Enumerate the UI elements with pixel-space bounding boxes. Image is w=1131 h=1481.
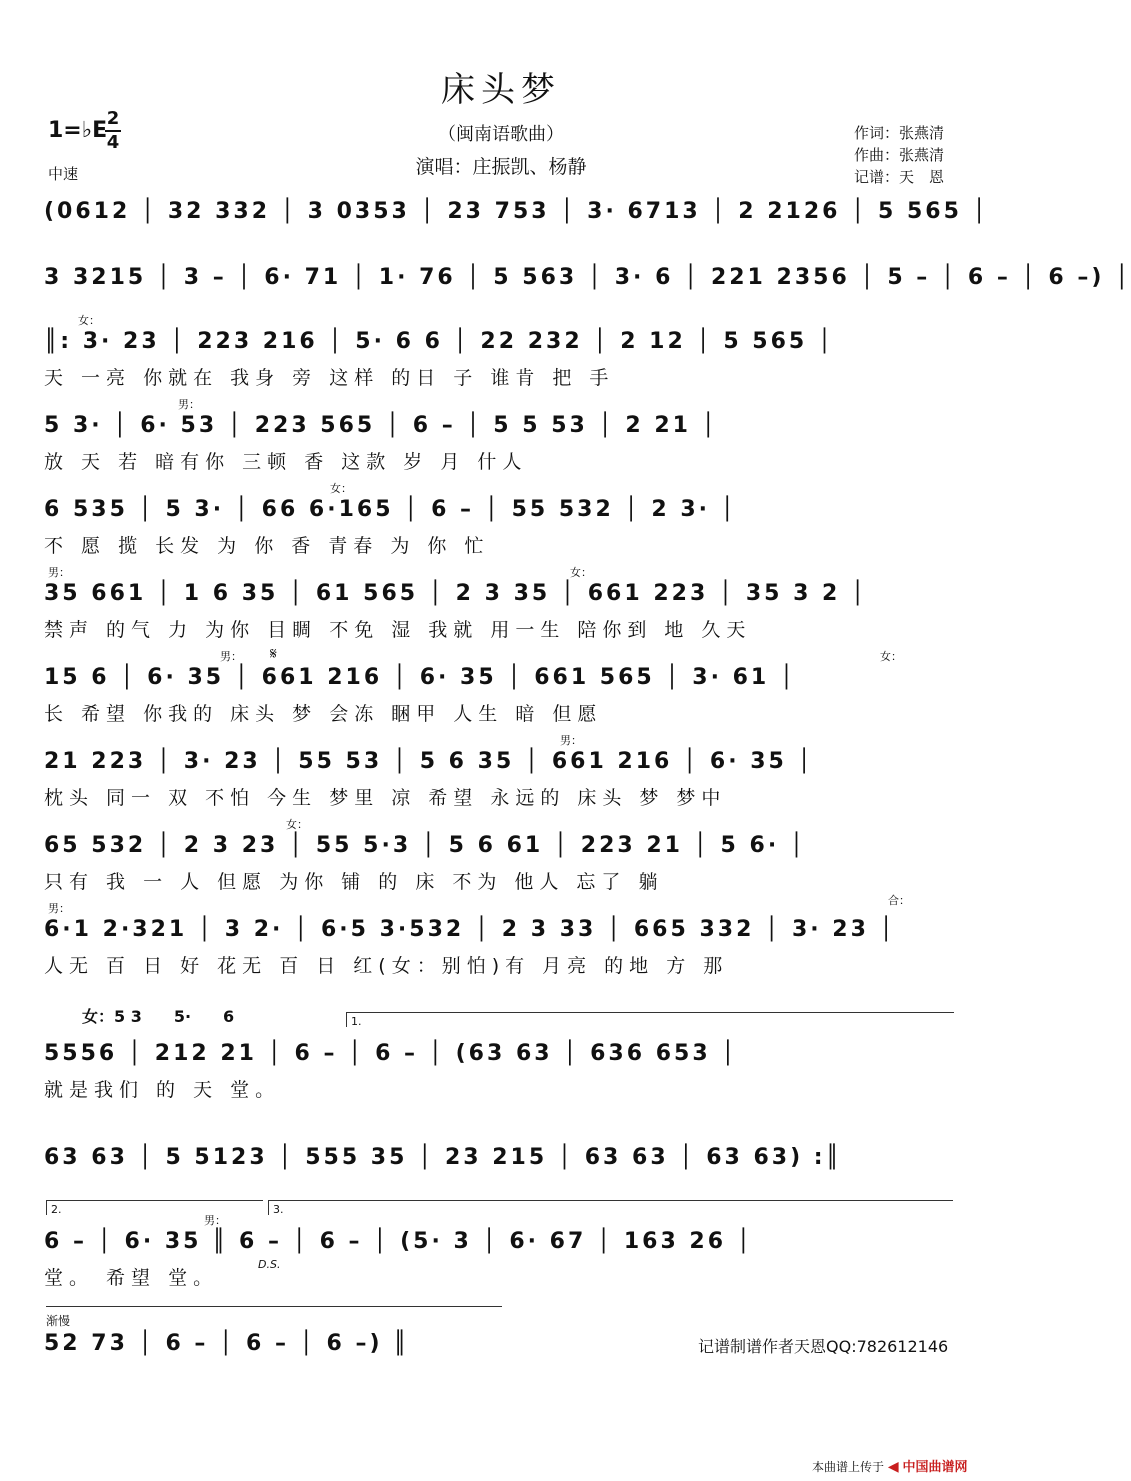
- lyrics-line: 就是我们 的 天 堂。: [44, 1079, 281, 1101]
- lyrics-line: 不 愿 揽 长发 为 你 香 青春 为 你 忙: [44, 535, 490, 557]
- first-ending-line: [346, 1012, 954, 1013]
- singers-credit: 演唱：庄振凯、杨静: [415, 156, 587, 178]
- notation-line: 5556 │ 212 21 │ 6 – │ 6 – │ (63 63 │ 636 653 │: [44, 1041, 738, 1066]
- male-part-tag: 男：: [48, 566, 70, 579]
- segno-sign: 𝄋: [270, 644, 277, 663]
- ritardando-line: [46, 1306, 502, 1307]
- female-part-tag: 女：: [880, 650, 902, 663]
- lyrics-line: 禁声 的气 力 为你 目睭 不免 湿 我就 用一生 陪你到 地 久天: [44, 619, 752, 641]
- lyrics-line: 长 希望 你我的 床头 梦 会冻 睏甲 人生 暗 但愿: [44, 703, 603, 725]
- chorus-part-tag: 合：: [888, 894, 910, 907]
- lyrics-line: 只有 我 一 人 但愿 为你 铺 的 床 不为 他人 忘了 躺: [44, 871, 664, 893]
- third-ending-bracket: [268, 1200, 953, 1215]
- female-part-tag: 女：: [78, 314, 100, 327]
- notation-line: 65 532 │ 2 3 23 │ 55 5·3 │ 5 6 61 │ 223 21 │ 5 6· │: [44, 833, 807, 858]
- male-part-tag: 男：: [178, 398, 200, 411]
- song-title: 床头梦: [441, 70, 561, 110]
- notation-line: 63 63 │ 5 5123 │ 555 35 │ 23 215 │ 63 63 │ 63 63) :║: [44, 1145, 842, 1170]
- male-part-tag: 男：: [48, 902, 70, 915]
- ritardando-marking: 渐慢: [46, 1314, 71, 1328]
- lyrics-line: 堂。 希望 堂。: [44, 1267, 219, 1289]
- male-part-tag: 男：: [220, 650, 242, 663]
- genre-subtitle: （闽南语歌曲）: [438, 124, 564, 145]
- time-signature-bottom: 4: [106, 132, 120, 153]
- notation-line: 5 3· │ 6· 53 │ 223 565 │ 6 – │ 5 5 53 │ 2 21 │: [44, 413, 718, 438]
- notation-line: ║: 3· 23 │ 223 216 │ 5· 6 6 │ 22 232 │ 2 12 │ 5 565 │: [44, 329, 835, 354]
- composer-credit: 作曲：张燕清: [854, 146, 945, 164]
- notation-line: 35 661 │ 1 6 35 │ 61 565 │ 2 3 35 │ 661 223 │ 35 3 2 │: [44, 581, 868, 606]
- lyrics-line: 枕头 同一 双 不怕 今生 梦里 凉 希望 永远的 床头 梦 梦中: [44, 787, 727, 809]
- dal-segno-sign: D.S.: [258, 1258, 281, 1271]
- transcriber-signature: 记谱制谱作者天恩QQ:782612146: [698, 1337, 949, 1356]
- notation-line: 52 73 │ 6 – │ 6 – │ 6 –) ║: [44, 1331, 410, 1356]
- lyrics-line: 人无 百 日 好 花无 百 日 红(女：别怕)有 月亮 的地 方 那: [44, 955, 729, 977]
- notation-line: 6·1 2·321 │ 3 2· │ 6·5 3·532 │ 2 3 33 │ 665 332 │ 3· 23 │: [44, 917, 896, 942]
- lyrics-line: 天 一亮 你就在 我身 旁 这样 的日 子 谁肯 把 手: [44, 367, 615, 389]
- notation-line: 21 223 │ 3· 23 │ 55 53 │ 5 6 35 │ 661 216 │ 6· 35 │: [44, 749, 814, 774]
- site-footer: [812, 1456, 967, 1475]
- lyrics-line: 放 天 若 暗有你 三顿 香 这款 岁 月 什人: [44, 451, 528, 473]
- notation-line: 3 3215 │ 3 – │ 6· 71 │ 1· 76 │ 5 563 │ 3· 6 │ 221 2356 │ 5 – │ 6 – │ 6 –) │: [44, 265, 1131, 290]
- transcriber-credit: 记谱：天 恩: [854, 168, 945, 186]
- upper-voice-notes: 女：5 3 5· 6: [82, 1007, 235, 1026]
- female-part-tag: 女：: [330, 482, 352, 495]
- notation-line: 6 – │ 6· 35 ║ 6 – │ 6 – │ (5· 3 │ 6· 67 │ 163 26 │: [44, 1229, 753, 1254]
- third-ending-number: 3.: [273, 1203, 284, 1216]
- male-part-tag: 男：: [560, 734, 582, 747]
- first-ending-bracket: [346, 1012, 362, 1028]
- male-part-tag: 男：: [204, 1214, 226, 1227]
- time-signature-top: 2: [106, 108, 120, 129]
- lyricist-credit: 作词：张燕清: [854, 124, 945, 142]
- site-logo-icon: ◀: [887, 1459, 899, 1475]
- footer-upload-text: 本曲谱上传于: [812, 1460, 885, 1474]
- female-part-tag: 女：: [286, 818, 308, 831]
- second-ending-number: 2.: [51, 1203, 62, 1216]
- notation-line: (0612 │ 32 332 │ 3 0353 │ 23 753 │ 3· 6713 │ 2 2126 │ 5 565 │: [44, 199, 989, 224]
- key-signature: 1=♭E: [48, 118, 108, 143]
- site-name: 中国曲谱网: [902, 1460, 968, 1475]
- notation-line: 6 535 │ 5 3· │ 66 6·165 │ 6 – │ 55 532 │ 2 3· │: [44, 497, 737, 522]
- tempo-marking: 中速: [48, 165, 79, 183]
- second-ending-bracket: [46, 1200, 263, 1215]
- notation-line: 15 6 │ 6· 35 │ 661 216 │ 6· 35 │ 661 565 │ 3· 61 │: [44, 665, 797, 690]
- female-part-tag: 女：: [570, 566, 592, 579]
- first-ending-number: 1.: [351, 1015, 362, 1028]
